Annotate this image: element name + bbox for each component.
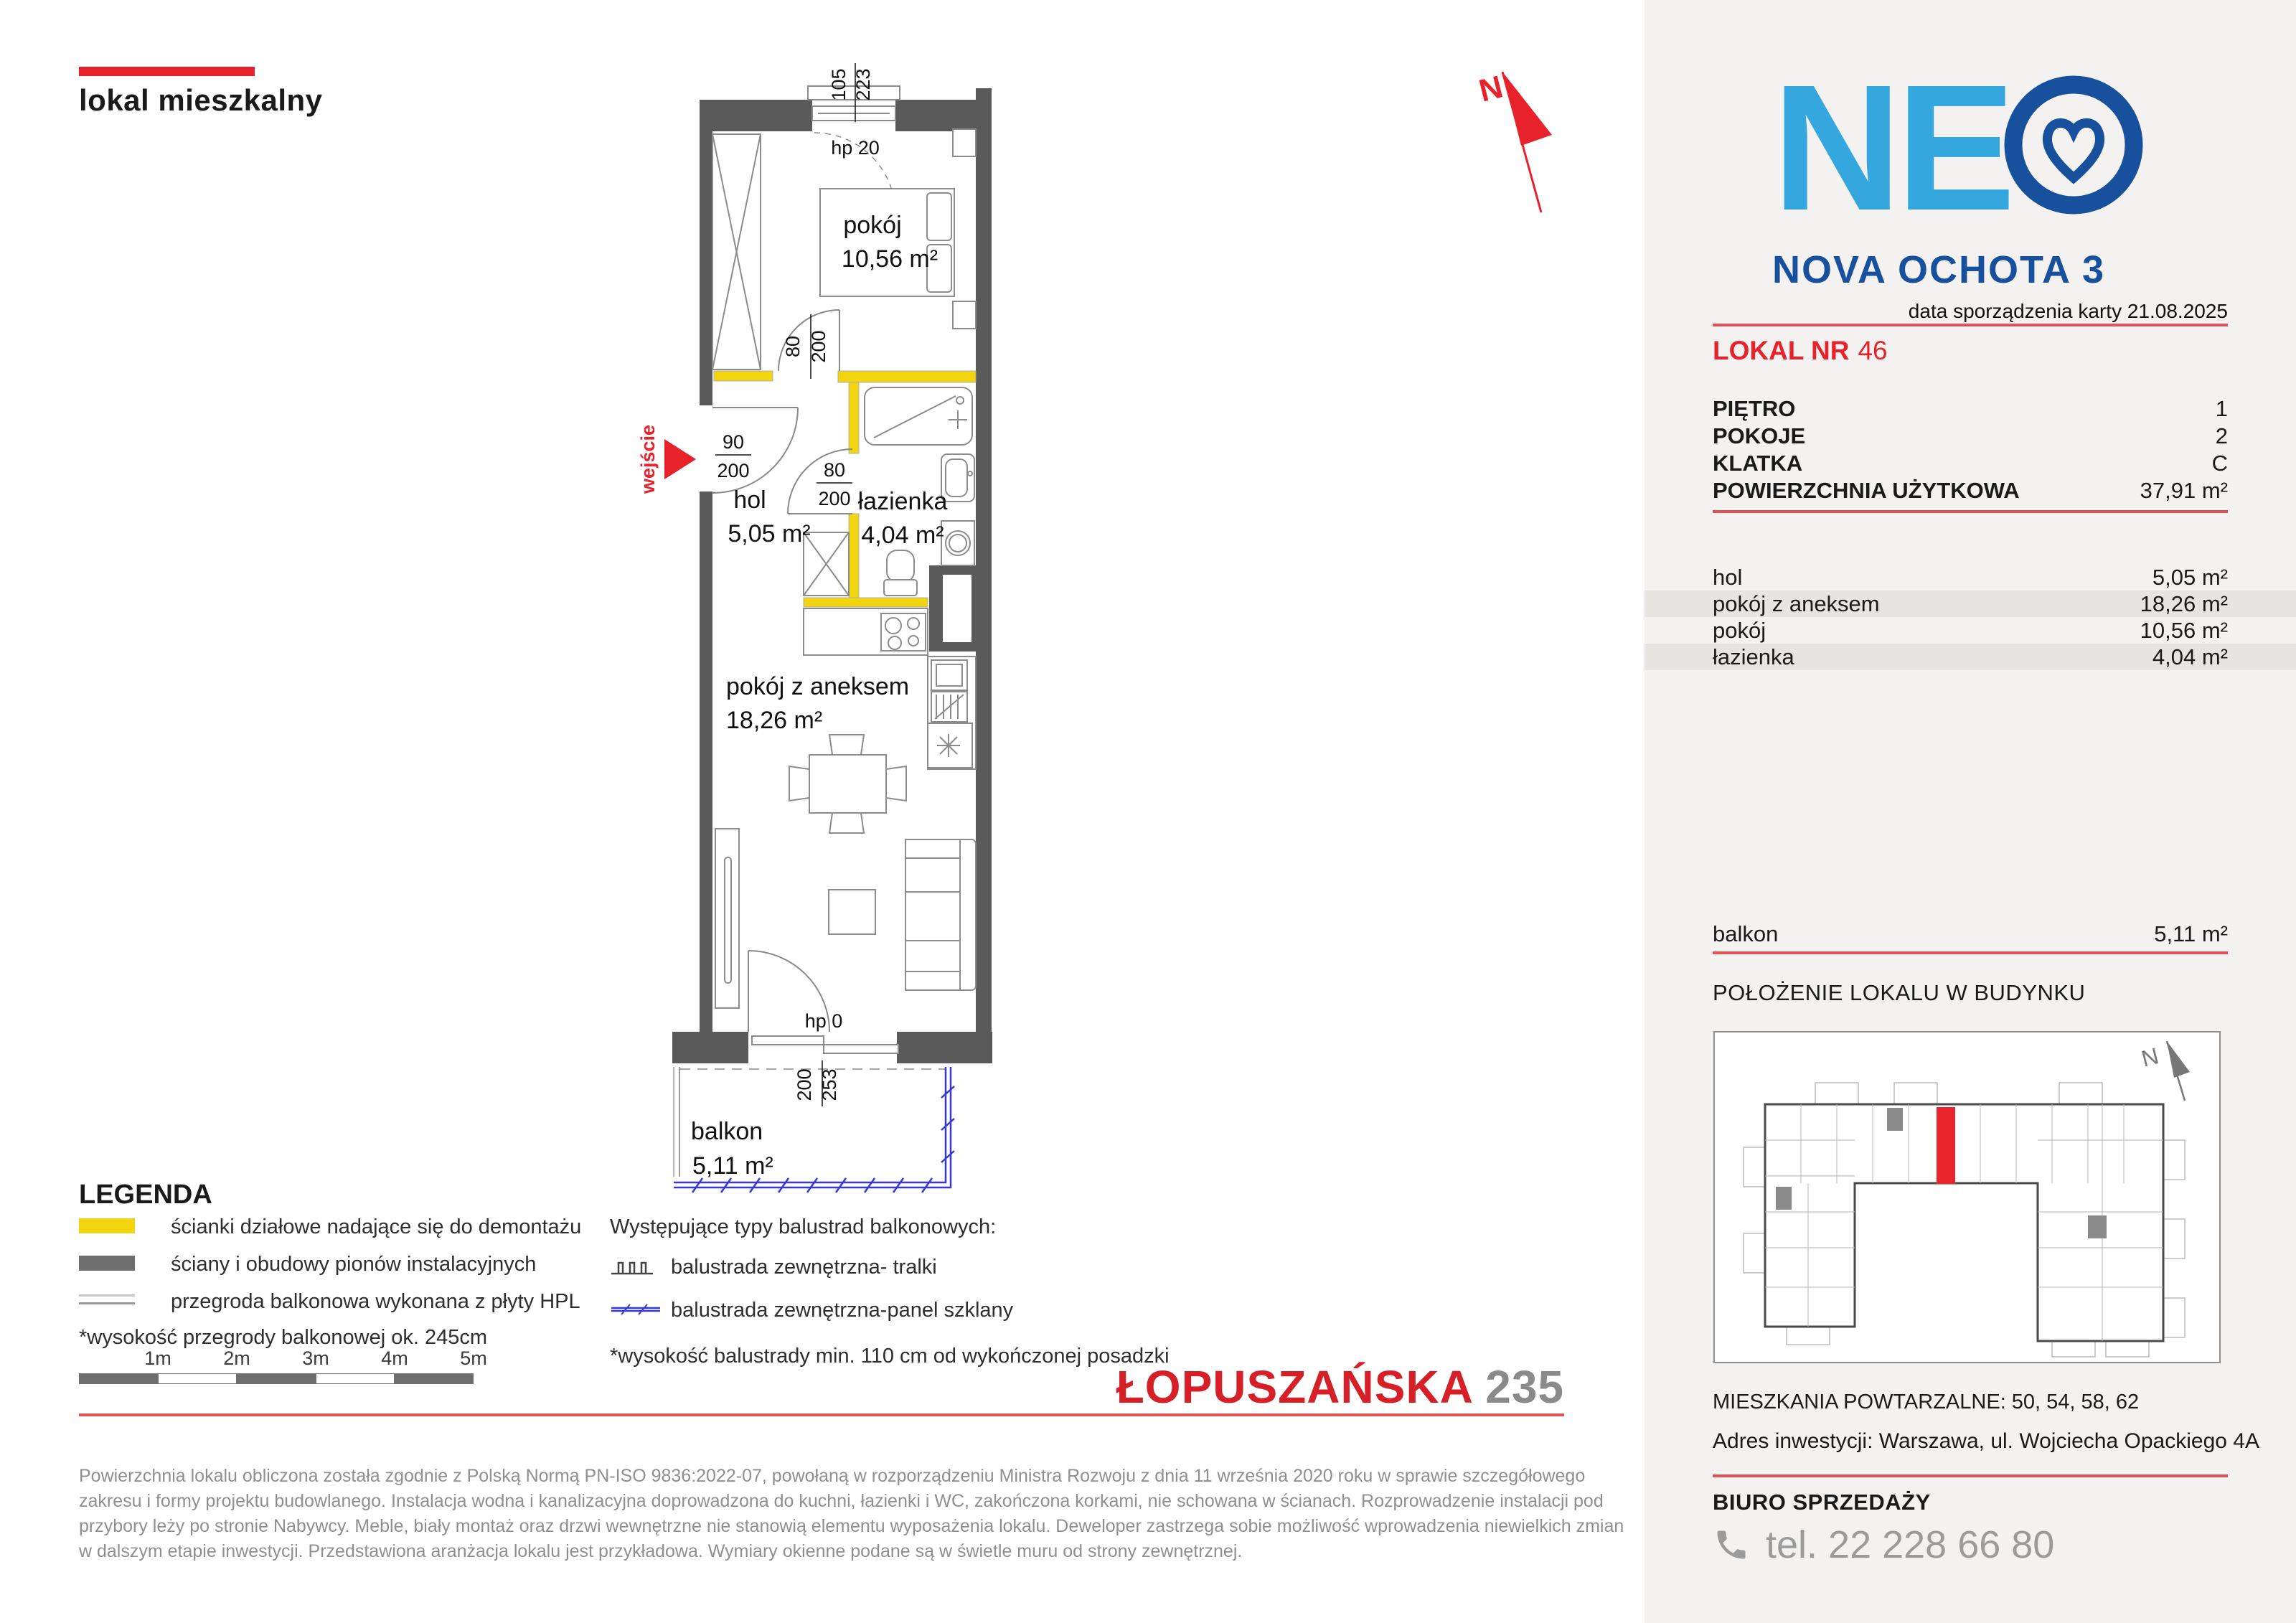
details-panel	[1645, 0, 2296, 1623]
logo-letters: NE	[1772, 50, 2010, 240]
scale-bar-segment	[395, 1373, 474, 1384]
room-balkon-area: 5,11 m²	[692, 1152, 773, 1180]
coffee-table	[829, 890, 875, 934]
entrance-label: wejście	[637, 424, 659, 494]
balcony-row: balkon 5,11 m²	[1713, 921, 2228, 946]
room-table-row: hol 5,05 m²	[1713, 564, 2228, 590]
railing-item: balustrada zewnętrzna- tralki	[671, 1256, 937, 1279]
divider	[1713, 1474, 2228, 1477]
svg-text:200: 200	[808, 330, 829, 363]
room-lazienka-area: 4,04 m²	[861, 522, 944, 549]
legend-item: ścianki działowe nadające się do demontażu	[171, 1215, 582, 1238]
project-street: ŁOPUSZAŃSKA	[1116, 1361, 1472, 1413]
sofa	[905, 839, 976, 990]
toilet	[884, 550, 917, 596]
room-aneks-area: 18,26 m²	[726, 707, 823, 734]
scale-label: 2m	[223, 1347, 250, 1369]
bottom-divider	[79, 1413, 1564, 1416]
highlighted-unit	[1937, 1107, 1955, 1184]
card-date: data sporządzenia karty 21.08.2025	[1908, 300, 2228, 322]
glass-panel-icon	[610, 1302, 662, 1317]
disclaimer-text: Powierzchnia lokalu obliczona została zgodnie z Polską Normą PN-ISO 9836:2022-07, powołaną w rozporządzeniu Ministra Rozwoju z dnia 11 września 2020 roku w sprawie szczegółowego zakresu i formy projektu budowlanego. Instalacja wodna i kanalizacyjna doprowadzona do kuchni, łazienki i WC, zakończona korkami, nie schowana w ścianach. Rozprowadzenie instalacji pod przybory leży po stronie Nabywcy. Meble, biały montaż oraz drzwi wewnętrzne nie stanowią elementu wyposażenia lokalu. Deweloper zastrzega sobie możliwość wprowadzenia niewielkich zmian w dalszym etapie inwestycji. Przedstawiona aranżacja lokalu jest przykładowa. Wymiary okienne podane są w świetle muru od strony zewnętrznej.	[79, 1466, 1624, 1561]
divider	[1713, 951, 2228, 954]
unit-number-heading	[1713, 336, 1888, 366]
divider	[1713, 510, 2228, 513]
building-north-label: N	[2138, 1043, 2162, 1072]
tv-cabinet	[715, 829, 739, 1008]
building-plan	[1715, 1032, 2219, 1362]
svg-text:80: 80	[823, 459, 846, 481]
divider	[1713, 324, 2228, 326]
svg-text:223: 223	[852, 68, 874, 101]
unit-number: 46	[1858, 336, 1888, 365]
legend-gray-swatch	[79, 1256, 135, 1271]
legend-yellow-swatch	[79, 1218, 135, 1233]
washing-machine	[941, 521, 974, 565]
investment-address: Adres inwestycji: Warszawa, ul. Wojciecha Opackiego 4A	[1713, 1429, 2259, 1453]
unit-label: LOKAL NR	[1713, 336, 1850, 365]
legend-item: przegroda balkonowa wykonana z płyty HPL	[171, 1290, 580, 1313]
room-balkon-label: balkon	[691, 1118, 763, 1145]
legend-item: ściany i obudowy pionów instalacyjnych	[171, 1253, 537, 1276]
repeatable-units: MIESZKANIA POWTARZALNE: 50, 54, 58, 62	[1713, 1391, 2140, 1413]
legend-note: *wysokość przegrody balkonowej ok. 245cm	[79, 1326, 487, 1349]
svg-text:200: 200	[794, 1068, 815, 1101]
location-heading: POŁOŻENIE LOKALU W BUDYNKU	[1713, 980, 2086, 1005]
project-number: 235	[1485, 1361, 1564, 1413]
room-aneks-label: pokój z aneksem	[726, 673, 910, 700]
phone-row	[1713, 1523, 2054, 1567]
room-table-row: łazienka 4,04 m²	[1645, 644, 2296, 670]
category-title: lokal mieszkalny	[79, 83, 323, 117]
phone-number: tel. 22 228 66 80	[1766, 1523, 2055, 1566]
scale-bar-segment	[237, 1373, 316, 1384]
room-lazienka-label: łazienka	[857, 488, 948, 515]
kitchen-column	[928, 657, 976, 769]
scale-bar-segment	[158, 1373, 237, 1384]
legend-hpl-swatch	[79, 1294, 135, 1304]
svg-text:hp 0: hp 0	[804, 1010, 843, 1032]
attribute-row: KLATKA C	[1713, 451, 2228, 476]
room-pokoj-area: 10,56 m²	[841, 245, 938, 273]
svg-text:105: 105	[828, 68, 850, 101]
scale-label: 3m	[302, 1347, 329, 1369]
phone-icon	[1713, 1526, 1750, 1563]
railings-note: *wysokość balustrady min. 110 cm od wykończonej posadzki	[610, 1345, 1170, 1368]
north-label: N	[1475, 69, 1507, 109]
entrance-marker	[637, 425, 696, 494]
svg-text:90: 90	[722, 431, 745, 453]
logo-subtitle: NOVA OCHOTA 3	[1772, 248, 2105, 291]
bathtub	[865, 387, 972, 445]
attribute-row: POWIERZCHNIA UŻYTKOWA 37,91 m²	[1713, 478, 2228, 503]
svg-text:200: 200	[717, 460, 750, 481]
room-pokoj-label: pokój	[843, 212, 902, 239]
svg-text:hp 20: hp 20	[831, 137, 880, 159]
svg-text:200: 200	[818, 488, 851, 509]
project-name	[1004, 1360, 1564, 1413]
wardrobe	[712, 134, 761, 370]
legend-heading: LEGENDA	[79, 1180, 212, 1210]
scale-label: 1m	[144, 1347, 171, 1369]
svg-text:253: 253	[819, 1068, 840, 1101]
room-hol-label: hol	[733, 486, 766, 514]
shaft-inner	[942, 574, 972, 643]
sales-office-heading: BIURO SPRZEDAŻY	[1713, 1490, 1931, 1515]
railing-item: balustrada zewnętrzna-panel szklany	[671, 1299, 1014, 1322]
building-location-box	[1713, 1031, 2221, 1363]
svg-text:80: 80	[782, 335, 804, 358]
scale-label: 4m	[381, 1347, 408, 1369]
railings-heading: Występujące typy balustrad balkonowych:	[610, 1215, 997, 1238]
room-table-row: pokój z aneksem 18,26 m²	[1645, 591, 2296, 617]
scale-bar-segment	[316, 1373, 395, 1384]
kitchen-counter	[804, 608, 928, 655]
north-arrow-icon	[1476, 69, 1552, 212]
attribute-row: POKOJE 2	[1713, 423, 2228, 448]
scale-bar-segment	[79, 1373, 158, 1384]
tralki-icon	[610, 1257, 654, 1276]
dining-table	[789, 735, 906, 833]
room-hol-area: 5,05 m²	[728, 520, 811, 547]
attribute-row: PIĘTRO 1	[1713, 396, 2228, 421]
scale-label: 5m	[460, 1347, 487, 1369]
room-table-row: pokój 10,56 m²	[1713, 617, 2228, 643]
neo-logo-icon	[1772, 50, 2145, 240]
